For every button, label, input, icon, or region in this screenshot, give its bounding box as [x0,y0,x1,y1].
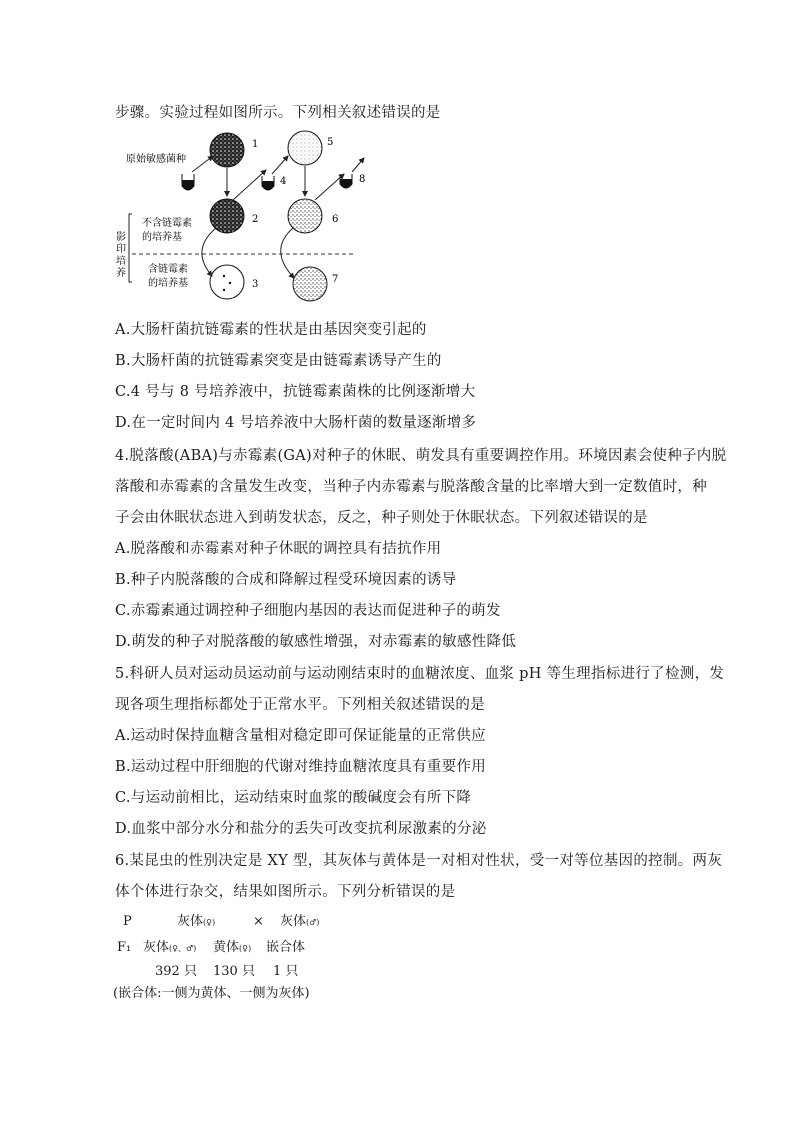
plate-number-2: 2 [252,214,259,225]
q5-stem-line1: 5.科研人员对运动员运动前与运动刚结束时的血糖浓度、血浆 pH 等生理指标进行了检测，发 [115,666,725,682]
plate-1 [210,133,244,167]
cross-count-yellow: 130 只 [213,964,255,979]
cross-f1-mosaic: 嵌合体 [266,940,306,955]
label-replica-4: 养 [116,268,126,279]
q4-stem-line2: 落酸和赤霉素的含量发生改变，当种子内赤霉素与脱落酸含量的比率增大到一定数值时，种 [115,479,707,495]
label-replica-1: 影 [116,232,126,243]
label-replica-2: 印 [116,244,126,255]
q3-option-c: C.4 号与 8 号培养液中，抗链霉素菌株的比例逐渐增大 [115,384,476,400]
q4-stem-line3: 子会由休眠状态进入到萌发状态，反之，种子则处于休眠状态。下列叙述错误的是 [115,510,648,526]
cross-p-label: P [123,914,132,929]
plate-5 [288,131,322,165]
q4-stem-line1: 4.脱落酸(ABA)与赤霉素(GA)对种子的休眠、萌发具有重要调控作用。环境因素会使种子内脱 [115,448,727,464]
cross-f1-gray [143,938,196,959]
plate-7 [293,267,327,301]
label-strep-line1: 含链霉素 [148,264,188,275]
q5-option-b: B.运动过程中肝细胞的代谢对维持血糖浓度具有重要作用 [115,759,487,775]
q3-option-a: A.大肠杆菌抗链霉素的性状是由基因突变引起的 [115,322,427,338]
plate-number-6: 6 [332,214,339,225]
q6-stem-line1: 6.某昆虫的性别决定是 XY 型，其灰体与黄体是一对相对性状，受一对等位基因的控制。两灰 [115,853,723,869]
q5-option-a: A.运动时保持血糖含量相对稳定即可保证能量的正常供应 [115,728,486,744]
label-no-strep-line1: 不含链霉素 [142,218,192,229]
question3-intro: 步骤。实验过程如图所示。下列相关叙述错误的是 [115,105,441,121]
cross-count-gray: 392 只 [155,964,197,979]
plate-2 [210,199,244,233]
q3-option-b: B.大肠杆菌的抗链霉素突变是由链霉素诱导产生的 [115,353,442,369]
replica-plating-figure [112,130,392,310]
q4-option-c: C.赤霉素通过调控种子细胞内基因的表达而促进种子的萌发 [115,603,501,619]
plate-3 [210,265,244,299]
q4-option-b: B.种子内脱落酸的合成和降解过程受环境因素的诱导 [115,572,457,588]
q5-option-d: D.血浆中部分水分和盐分的丢失可改变抗利尿激素的分泌 [115,821,487,837]
q5-option-c: C.与运动前相比，运动结束时血浆的酸碱度会有所下降 [115,790,472,806]
cross-count-mosaic: 1 只 [273,964,299,979]
cross-f1-yellow-sex: (♀) [239,944,252,953]
plate-number-1: 1 [252,139,259,150]
plate-number-3: 3 [252,279,259,290]
cross-f1-yellow [213,938,251,959]
tube-number-8: 8 [359,174,366,185]
label-no-strep-line2: 的培养基 [142,232,182,243]
cross-f1-gray-phenotype: 灰体 [143,940,170,955]
label-original-strain: 原始敏感菌种 [126,154,186,165]
cross-p-female-phenotype: 灰体 [177,914,204,929]
cross-p-female-sex: (♀) [203,918,216,927]
cross-f1-yellow-phenotype: 黄体 [213,940,240,955]
plate-6 [288,199,322,233]
cross-f1-label: F₁ [117,940,132,955]
q4-option-a: A.脱落酸和赤霉素对种子休眠的调控具有拮抗作用 [115,541,442,557]
cross-note: (嵌合体:一侧为黄体、一侧为灰体) [113,986,310,1001]
cross-sign: × [253,914,264,929]
q4-option-d: D.萌发的种子对脱落酸的敏感性增强，对赤霉素的敏感性降低 [115,634,517,650]
cross-p-male [280,912,319,933]
cross-p-female [177,912,215,933]
tube-number-4: 4 [280,176,287,187]
q5-stem-line2: 现各项生理指标都处于正常水平。下列相关叙述错误的是 [115,697,485,713]
cross-p-male-sex: (♂) [306,918,320,927]
plate-number-5: 5 [327,137,334,148]
cross-p-male-phenotype: 灰体 [280,914,307,929]
plate-number-7: 7 [332,274,339,285]
cross-f1-gray-sex: (♀、♂) [169,944,197,953]
q6-stem-line2: 体个体进行杂交，结果如图所示。下列分析错误的是 [115,884,456,900]
label-replica-3: 培 [116,256,126,267]
q3-option-d: D.在一定时间内 4 号培养液中大肠杆菌的数量逐渐增多 [115,415,477,431]
label-strep-line2: 的培养基 [148,278,188,289]
